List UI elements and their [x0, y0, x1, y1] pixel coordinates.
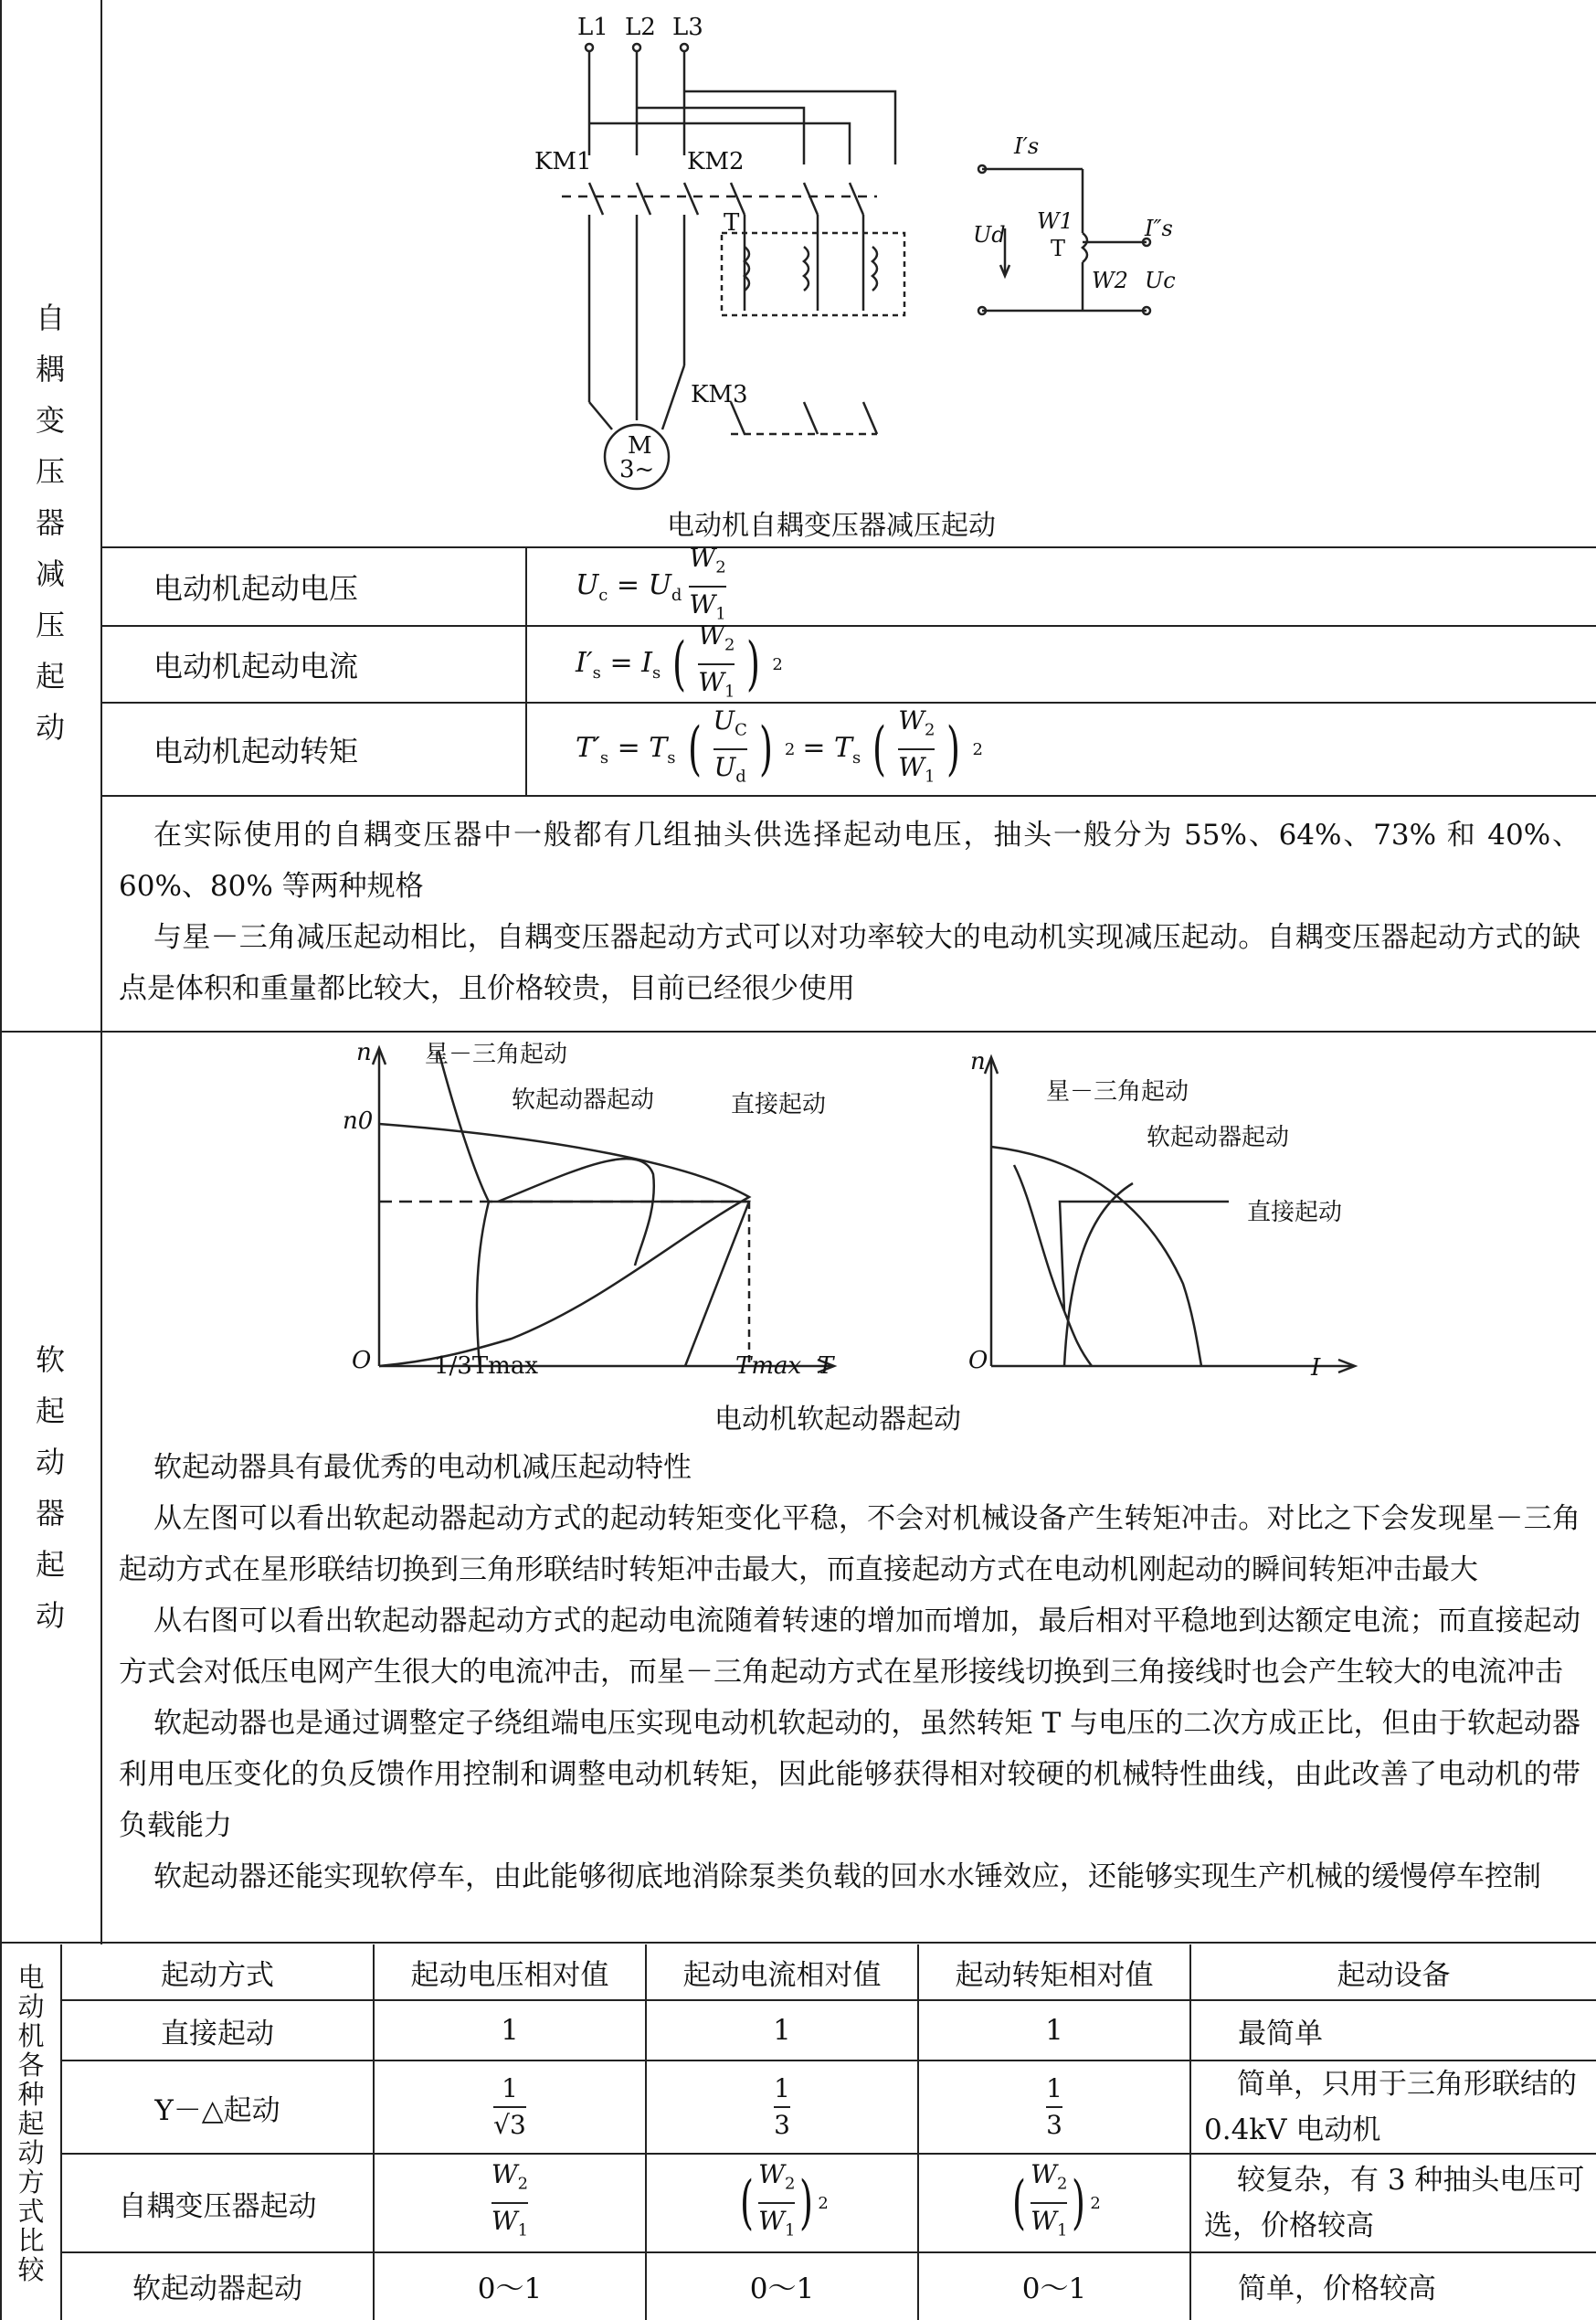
label-is-dprime: I″s: [1145, 216, 1173, 241]
label-w1: W1: [1037, 208, 1073, 234]
section-title-char: 减: [35, 556, 65, 591]
tbl-r1-voltage: 1: [501, 2014, 519, 2047]
label-l3: L3: [672, 14, 703, 41]
hline-section-1: [0, 1031, 1596, 1033]
tbl-header-current: 起动电流相对值: [682, 1958, 882, 1992]
soft-starter-notes: [119, 1442, 1580, 1902]
soft-starter-current-chart: [959, 1046, 1370, 1384]
tbl-r2-equipment: 简单，只用于三角形联结的 0.4kV 电动机: [1204, 2068, 1577, 2146]
left-origin-label: O: [352, 1347, 372, 1374]
section-title-char: 机: [17, 2020, 45, 2051]
label-km1: KM1: [534, 148, 592, 175]
section-title-char: 动: [35, 1598, 65, 1633]
tbl-r1-equipment: 最简单: [1238, 2017, 1323, 2050]
label-motor: M: [628, 432, 652, 460]
row-label-start-voltage: 电动机起动电压: [153, 571, 359, 606]
tbl-r4-equipment: 简单，价格较高: [1238, 2272, 1436, 2305]
label-motor-phase: 3~: [619, 456, 655, 483]
tbl-r1-torque: 1: [1045, 2014, 1063, 2047]
left-legend-star-delta: 星－三角起动: [425, 1041, 568, 1068]
section-divider-vertical-2: [100, 1031, 102, 1944]
left-tick-max: Tmax: [735, 1352, 802, 1380]
tbl-header-voltage: 起动电压相对值: [410, 1958, 609, 1992]
soft-starter-note-3: 从右图可以看出软起动器起动方式的起动电流随着转速的增加而增加，最后相对平稳地到达额定电流；而直接起动方式会对低压电网产生很大的电流冲击，而星－三角起动方式在星形接线切换到三角接线时也会产生较大的电流冲击: [119, 1605, 1580, 1689]
autotransformer-equivalent-diagram: [964, 128, 1238, 329]
formula-start-current: $I'_s = I_s$ ( $\frac{W_2}{W_1}$ ) 2: [576, 620, 783, 702]
section-title-char: 比: [17, 2225, 45, 2256]
section-divider-vertical: [100, 0, 102, 1031]
section-title-char: 器: [35, 1496, 65, 1531]
vline-formula: [525, 546, 527, 795]
section-title-char: 较: [17, 2254, 45, 2285]
left-x-axis-label: T: [818, 1352, 834, 1380]
autotransformer-note-1: 在实际使用的自耦变压器中一般都有几组抽头供选择起动电压，抽头一般分为 55%、64%、73% 和 40%、60%、80% 等两种规格: [119, 819, 1580, 903]
right-legend-soft: 软起动器起动: [1147, 1124, 1290, 1151]
label-t-equiv: T: [1051, 236, 1066, 261]
row-label-start-current: 电动机起动电流: [153, 649, 359, 683]
right-legend-star-delta: 星－三角起动: [1046, 1078, 1189, 1106]
tbl-header-torque: 起动转矩相对值: [955, 1958, 1154, 1992]
section-title-char: 动: [35, 710, 65, 745]
hline-row-4: [100, 795, 1596, 797]
right-legend-direct: 直接起动: [1247, 1199, 1343, 1226]
label-t: T: [724, 209, 740, 237]
section-title-char: 压: [35, 608, 65, 642]
section-title-char: 压: [35, 454, 65, 489]
tbl-r2-current: $\frac{1}{3}$: [774, 2073, 790, 2140]
tbl-r3-equipment: 较复杂，有 3 种抽头电压可选，价格较高: [1204, 2164, 1585, 2242]
tbl-r2-method: Y－△起动: [154, 2093, 280, 2127]
label-uc: Uc: [1145, 268, 1176, 293]
left-border: [0, 0, 2, 2320]
autotransformer-note-2: 与星－三角减压起动相比，自耦变压器起动方式可以对功率较大的电动机实现减压起动。自耦变压器起动方式的缺点是体积和重量都比较大，且价格较贵，目前已经很少使用: [119, 921, 1580, 1005]
tbl-r4-voltage: 0～1: [477, 2272, 543, 2305]
soft-starter-note-4: 软起动器也是通过调整定子绕组端电压实现电动机软起动的，虽然转矩 T 与电压的二次方成正比，但由于软起动器利用电压变化的负反馈作用控制和调整电动机转矩，因此能够获得相对较硬的机械特性曲线，由此改善了电动机的带负载能力: [119, 1707, 1580, 1842]
tbl-r2-voltage: $\frac{1}{√3}$: [493, 2073, 526, 2140]
section-title-char: 器: [35, 505, 65, 540]
tbl-r4-torque: 0～1: [1021, 2272, 1087, 2305]
soft-starter-torque-chart: [329, 1037, 877, 1384]
right-x-axis-label: I: [1311, 1354, 1321, 1382]
soft-starter-note-5: 软起动器还能实现软停车，由此能够彻底地消除泵类负载的回水水锤效应，还能够实现生产机械的缓慢停车控制: [153, 1860, 1541, 1893]
formula-start-voltage: $U_c = U_d$ $\frac{W_2}{W_1}$: [576, 543, 726, 624]
label-l1: L1: [577, 14, 608, 41]
tbl-r3-method: 自耦变压器起动: [118, 2189, 317, 2223]
curve-soft: [498, 1159, 654, 1266]
tbl-r3-current: ( $\frac{W_2}{W_1}$ ) 2: [740, 2159, 829, 2241]
tbl-vline-4: [1189, 1944, 1191, 2320]
tbl-r2-torque: $\frac{1}{3}$: [1046, 2073, 1062, 2140]
section-title-char: 电: [17, 1962, 45, 1993]
left-n0-label: n0: [343, 1107, 374, 1135]
label-w2: W2: [1092, 268, 1128, 293]
soft-starter-diagram-caption: 电动机软起动器起动: [714, 1404, 961, 1435]
right-origin-label: O: [968, 1347, 988, 1374]
section-title-comparison: [11, 1963, 51, 2284]
section-title-char: 自: [35, 301, 65, 335]
label-is-prime: I′s: [1014, 133, 1040, 159]
label-l2: L2: [625, 14, 656, 41]
section-title-char: 起: [35, 1547, 65, 1582]
tbl-r1-method: 直接起动: [161, 2017, 274, 2050]
autotransformer-notes: [119, 810, 1580, 1014]
soft-starter-note-2: 从左图可以看出软起动器起动方式的起动转矩变化平稳，不会对机械设备产生转矩冲击。对比之下会发现星－三角起动方式在星形联结切换到三角形联结时转矩冲击最大，而直接起动方式在电动机刚起动的瞬间转矩冲击最大: [119, 1502, 1580, 1586]
tbl-r1-current: 1: [773, 2014, 791, 2047]
right-y-axis-label: n: [970, 1048, 986, 1075]
curve-direct: [379, 1124, 749, 1366]
section-title-char: 起: [17, 2108, 45, 2139]
section-title-char: 式: [17, 2196, 45, 2227]
tbl-r3-torque: ( $\frac{W_2}{W_1}$ ) 2: [1012, 2159, 1101, 2241]
autotransformer-diagram-caption: 电动机自耦变压器减压起动: [667, 510, 996, 542]
left-tick-third: 1/3Tmax: [434, 1352, 539, 1380]
section-title-char: 软: [35, 1342, 65, 1377]
tbl-r4-current: 0～1: [749, 2272, 815, 2305]
row-label-start-torque: 电动机起动转矩: [153, 734, 359, 768]
left-y-axis-label: n: [356, 1039, 372, 1066]
tbl-header-method: 起动方式: [161, 1958, 274, 1992]
section-title-soft-starter: [26, 1334, 75, 1641]
section-title-char: 种: [17, 2079, 45, 2110]
section-title-char: 动: [35, 1445, 65, 1479]
section-title-char: 动: [17, 2137, 45, 2168]
tbl-r4-method: 软起动器起动: [132, 2272, 302, 2305]
left-legend-direct: 直接起动: [731, 1091, 827, 1118]
hline-section-2: [0, 1942, 1596, 1944]
section-title-char: 耦: [35, 352, 65, 387]
tbl-r3-voltage: $\frac{W_2}{W_1}$: [491, 2159, 529, 2241]
label-km2: KM2: [687, 148, 745, 175]
section-title-char: 动: [17, 1991, 45, 2022]
left-legend-soft: 软起动器起动: [512, 1086, 655, 1114]
tbl-header-equipment: 起动设备: [1337, 1958, 1451, 1992]
section-title-autotransformer: [26, 292, 75, 753]
section-title-char: 各: [17, 2050, 45, 2081]
label-ud: Ud: [973, 222, 1006, 248]
section-title-char: 起: [35, 659, 65, 694]
section-title-char: 变: [35, 403, 65, 438]
autotransformer-circuit-diagram: [512, 0, 941, 512]
right-curve-direct: [991, 1147, 1201, 1366]
formula-start-torque: $T'_s = T_s$ ( $\frac{U_C}{U_d}$ ) 2 = $T_s$ ( $\frac{W_2}{W_1}$ ) 2: [576, 705, 983, 787]
section-title-char: 方: [17, 2166, 45, 2198]
soft-starter-note-1: 软起动器具有最优秀的电动机减压起动特性: [153, 1451, 692, 1484]
label-km3: KM3: [691, 381, 748, 408]
section-title-char: 起: [35, 1393, 65, 1428]
